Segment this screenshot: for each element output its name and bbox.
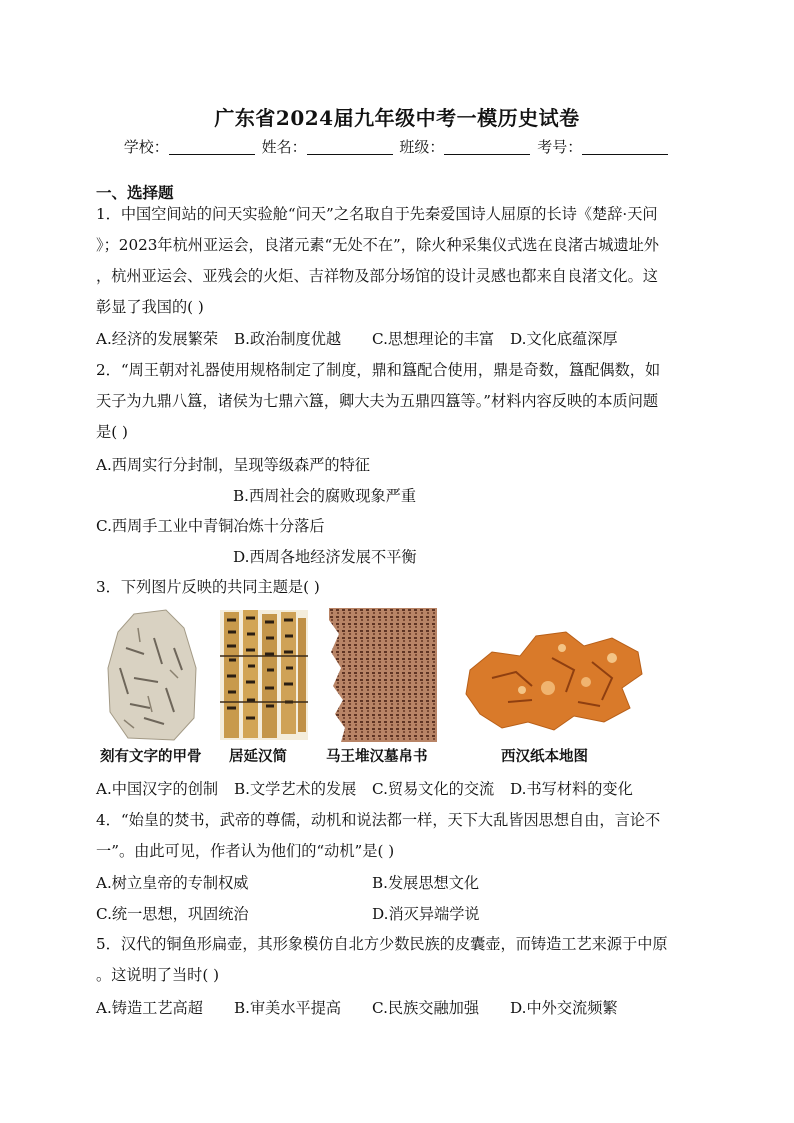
q1-option-b[interactable]: B.政治制度优越 — [234, 330, 342, 348]
q1-option-d[interactable]: D.文化底蕴深厚 — [510, 330, 618, 348]
q5-line: 5．汉代的铜鱼形扁壶，其形象模仿自北方少数民族的皮囊壶，而铸造工艺来源于中原 — [96, 935, 668, 953]
q4-option-c[interactable]: C.统一思想，巩固统治 — [96, 905, 249, 923]
q2-line: 天子为九鼎八簋，诸侯为七鼎六簋，卿大夫为五鼎四簋等。”材料内容反映的本质问题 — [96, 392, 659, 410]
q5-option-a[interactable]: A.铸造工艺高超 — [96, 999, 203, 1017]
q1-line: 彰显了我国的( ) — [96, 298, 204, 316]
q5-option-d[interactable]: D.中外交流频繁 — [510, 999, 618, 1017]
q3-line: 3．下列图片反映的共同主题是( ) — [96, 578, 320, 596]
exam-number-blank[interactable] — [582, 140, 668, 155]
q2-line: 2．“周王朝对礼器使用规格制定了制度，鼎和簋配合使用，鼎是奇数，簋配偶数，如 — [96, 361, 661, 379]
q3-option-b[interactable]: B.文学艺术的发展 — [234, 780, 357, 798]
caption-bamboo-slips: 居延汉简 — [229, 748, 287, 765]
oracle-bone-image — [104, 608, 202, 742]
paper-map-image — [462, 618, 648, 736]
q1-option-a[interactable]: A.经济的发展繁荣 — [96, 330, 219, 348]
q5-option-c[interactable]: C.民族交融加强 — [372, 999, 480, 1017]
q5-line: 。这说明了当时( ) — [96, 966, 219, 984]
q1-line: 》；2023年杭州亚运会，良渚元素“无处不在”，除火种采集仪式选在良渚古城遗址外 — [96, 236, 659, 254]
q3-option-c[interactable]: C.贸易文化的交流 — [372, 780, 495, 798]
name-label: 姓名： — [261, 138, 307, 156]
school-blank[interactable] — [169, 140, 255, 155]
section-heading: 一、选择题 — [96, 183, 174, 202]
caption-oracle-bone: 刻有文字的甲骨 — [100, 748, 202, 765]
exam-number-label: 考号： — [537, 138, 583, 156]
q1-option-c[interactable]: C.思想理论的丰富 — [372, 330, 495, 348]
caption-paper-map: 西汉纸本地图 — [501, 748, 588, 765]
q3-option-a[interactable]: A.中国汉字的创制 — [96, 780, 219, 798]
caption-silk-manuscript: 马王堆汉墓帛书 — [326, 748, 428, 765]
q5-option-b[interactable]: B.审美水平提高 — [234, 999, 342, 1017]
school-label: 学校： — [123, 138, 169, 156]
silk-manuscript-image — [329, 608, 437, 742]
q2-line: 是( ) — [96, 423, 128, 441]
q4-option-a[interactable]: A.树立皇帝的专制权威 — [96, 874, 249, 892]
q2-option-c[interactable]: C.西周手工业中青铜冶炼十分落后 — [96, 517, 325, 535]
q3-option-d[interactable]: D.书写材料的变化 — [510, 780, 633, 798]
class-blank[interactable] — [444, 140, 530, 155]
q3-figures — [96, 606, 656, 766]
q4-option-d[interactable]: D.消灭异端学说 — [372, 905, 480, 923]
q4-line: 4．“始皇的焚书，武帝的尊儒，动机和说法都一样，天下大乱皆因思想自由，言论不 — [96, 811, 661, 829]
exam-title: 广东省2024届九年级中考一模历史试卷 — [214, 106, 580, 130]
q2-option-a[interactable]: A.西周实行分封制，呈现等级森严的特征 — [96, 456, 370, 474]
name-blank[interactable] — [307, 140, 393, 155]
q1-line: 1．中国空间站的问天实验舱“问天”之名取自于先秦爱国诗人屈原的长诗《楚辞·天问 — [96, 205, 658, 223]
q1-line: ，杭州亚运会、亚残会的火炬、吉祥物及部分场馆的设计灵感也都来自良渚文化。这 — [96, 267, 658, 285]
class-label: 班级： — [399, 138, 445, 156]
q4-option-b[interactable]: B.发展思想文化 — [372, 874, 480, 892]
q2-option-b[interactable]: B.西周社会的腐败现象严重 — [233, 487, 417, 505]
q4-line: 一”。由此可见，作者认为他们的“动机”是( ) — [96, 842, 395, 860]
bamboo-slips-image — [220, 610, 308, 740]
student-info-line — [0, 136, 794, 157]
q2-option-d[interactable]: D.西周各地经济发展不平衡 — [233, 548, 417, 566]
